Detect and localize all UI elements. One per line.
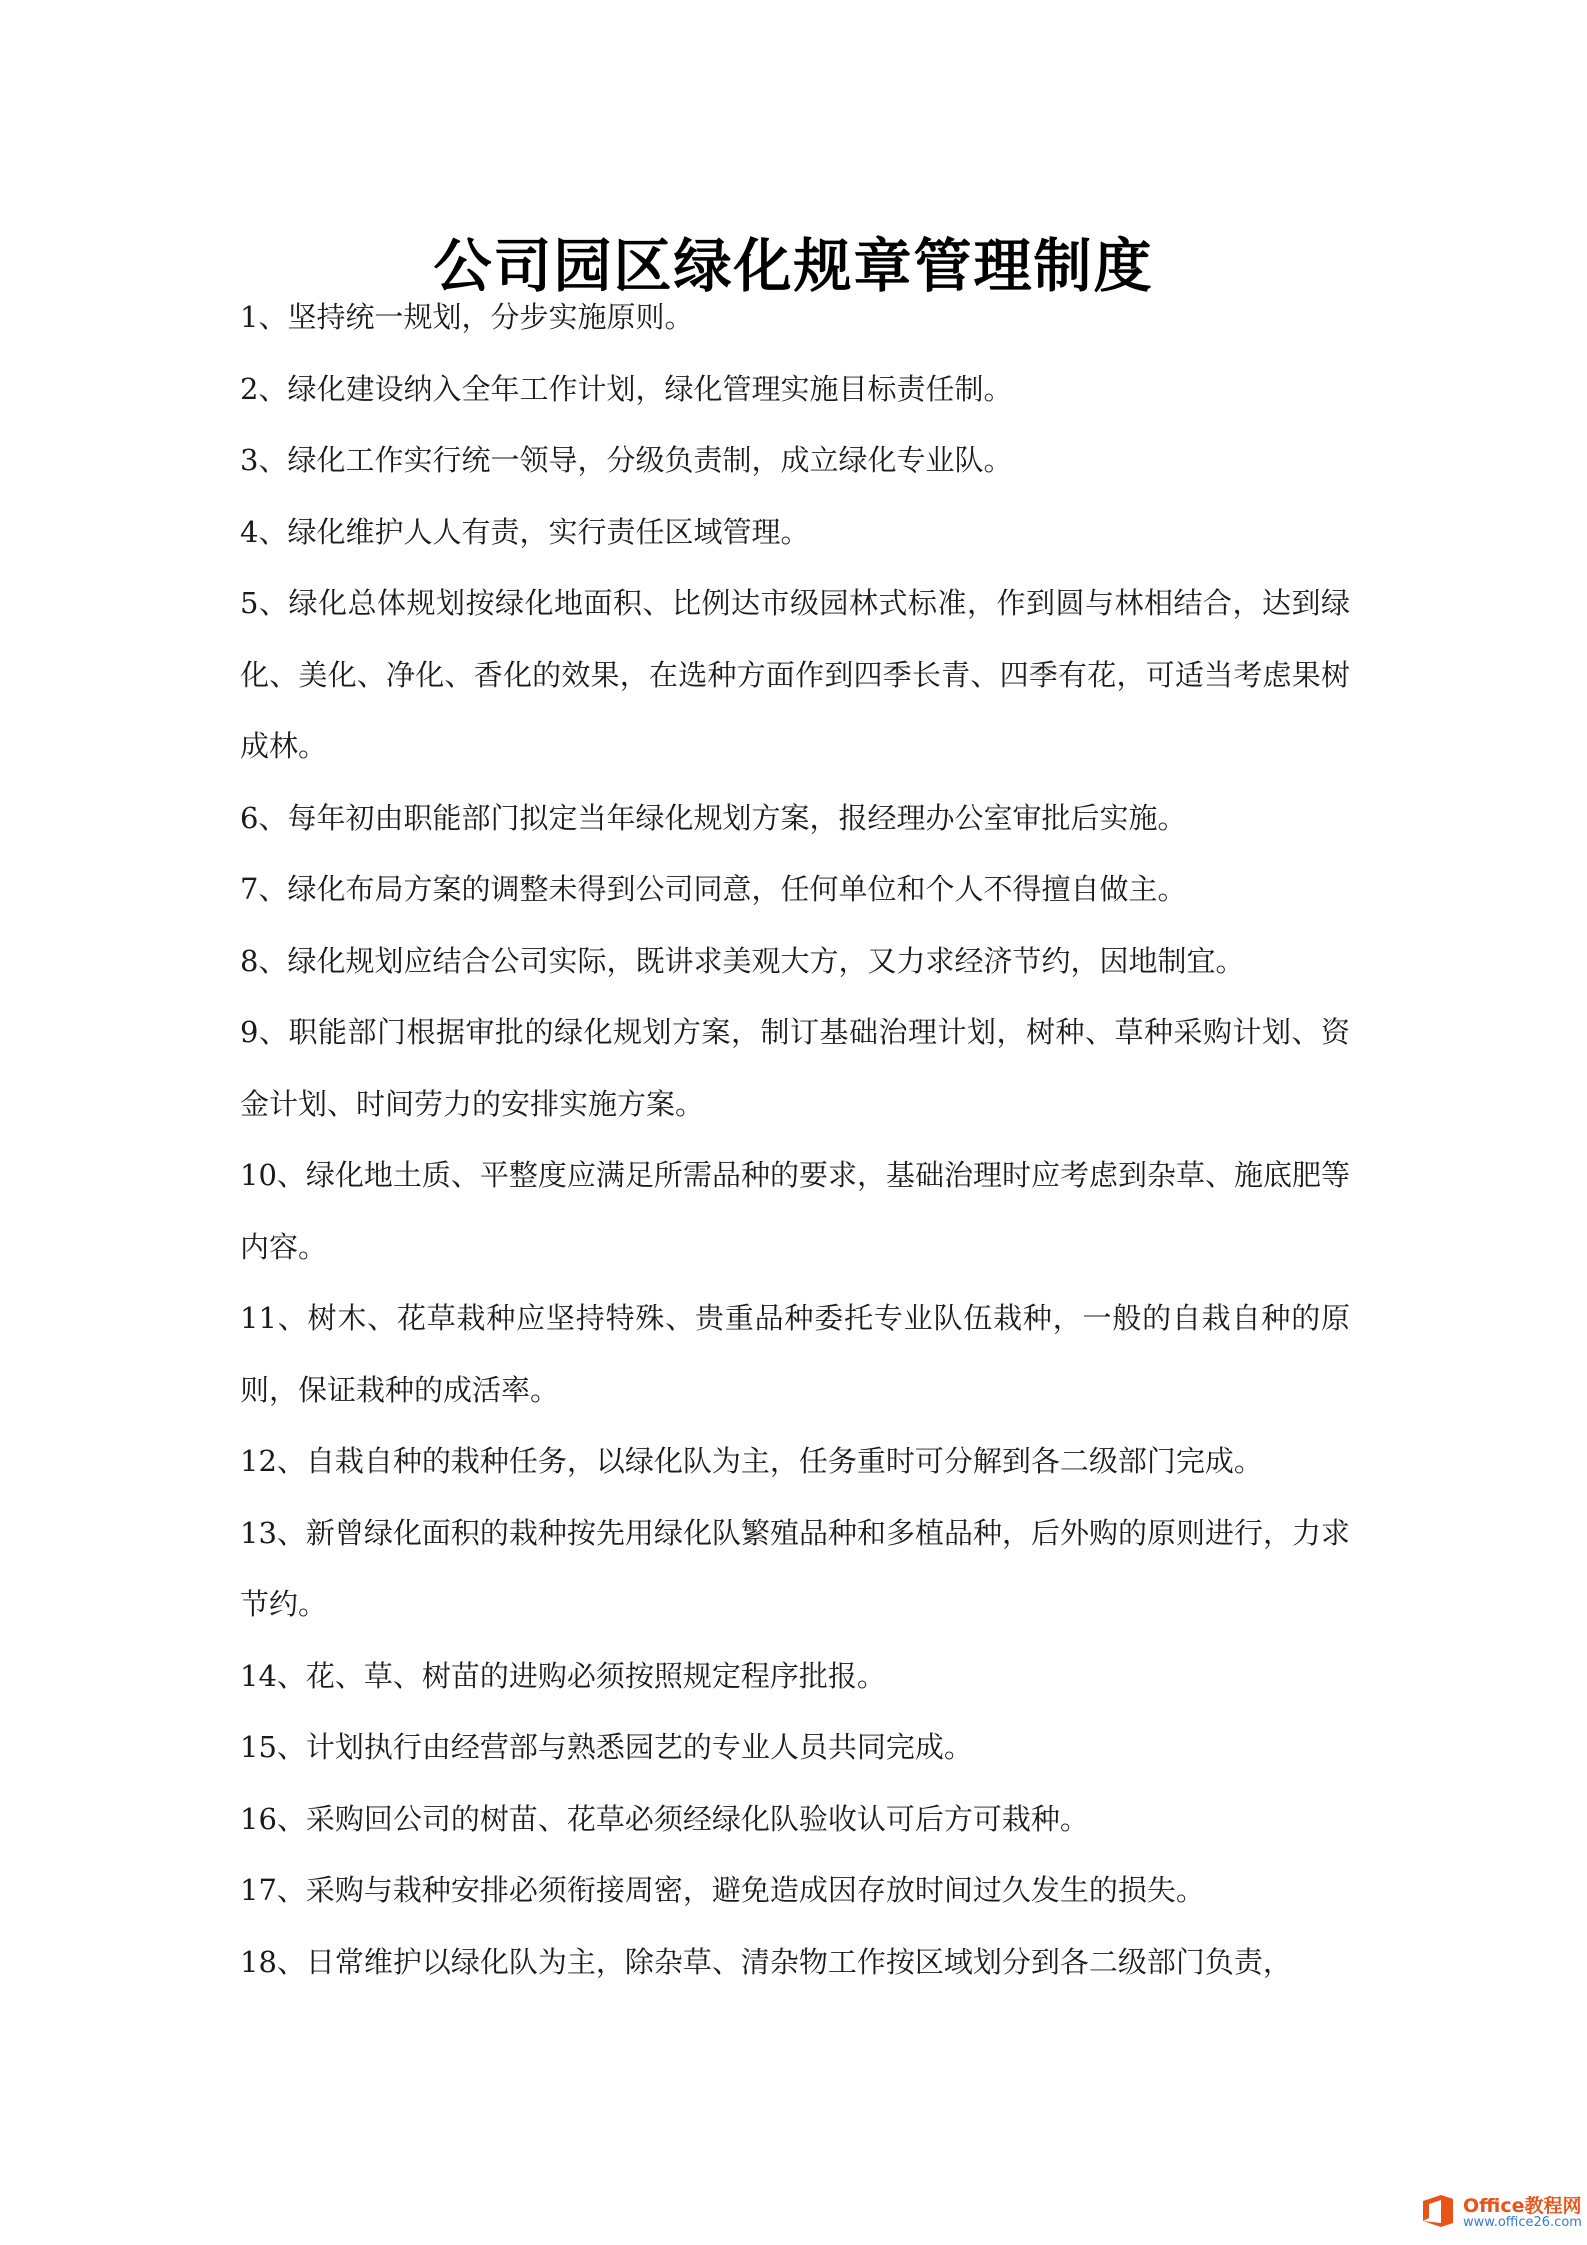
document-body — [240, 282, 1350, 1998]
clause-1: 1、坚持统一规划，分步实施原则。 — [240, 300, 694, 334]
clause-3: 3、绿化工作实行统一领导，分级负责制，成立绿化专业队。 — [240, 443, 1013, 477]
clause-9: 9、职能部门根据审批的绿化规划方案，制订基础治理计划，树种、草种采购计划、资金计划、时间劳力的安排实施方案。 — [240, 1015, 1350, 1121]
clause-13: 13、新曾绿化面积的栽种按先用绿化队繁殖品种和多植品种，后外购的原则进行，力求节约。 — [240, 1515, 1350, 1621]
document-title: 公司园区绿化规章管理制度 — [433, 231, 1154, 300]
clause-17: 17、采购与栽种安排必须衔接周密，避免造成因存放时间过久发生的损失。 — [240, 1873, 1205, 1907]
clause-8: 8、绿化规划应结合公司实际，既讲求美观大方，又力求经济节约，因地制宜。 — [240, 943, 1245, 978]
site-watermark — [1419, 2187, 1582, 2235]
clause-18: 18、日常维护以绿化队为主，除杂草、清杂物工作按区域划分到各二级部门负责， — [240, 1944, 1292, 1979]
clause-7: 7、绿化布局方案的调整未得到公司同意，任何单位和个人不得擅自做主。 — [240, 872, 1187, 906]
office-logo-icon — [1419, 2193, 1457, 2229]
watermark-name: Office教程网 — [1463, 2195, 1582, 2217]
clause-14: 14、花、草、树苗的进购必须按照规定程序批报。 — [240, 1658, 886, 1693]
clause-2: 2、绿化建设纳入全年工作计划，绿化管理实施目标责任制。 — [240, 371, 1013, 406]
clause-4: 4、绿化维护人人有责，实行责任区域管理。 — [240, 514, 810, 549]
clause-6: 6、每年初由职能部门拟定当年绿化规划方案，报经理办公室审批后实施。 — [240, 800, 1187, 835]
clause-15: 15、计划执行由经营部与熟悉园艺的专业人员共同完成。 — [240, 1730, 973, 1764]
clause-10: 10、绿化地土质、平整度应满足所需品种的要求，基础治理时应考虑到杂草、施底肥等内容。 — [240, 1158, 1350, 1264]
clause-5: 5、绿化总体规划按绿化地面积、比例达市级园林式标准，作到圆与林相结合，达到绿化、美化、净化、香化的效果，在选种方面作到四季长青、四季有花，可适当考虑果树成林。 — [240, 586, 1350, 763]
clause-16: 16、采购回公司的树苗、花草必须经绿化队验收认可后方可栽种。 — [240, 1801, 1089, 1836]
watermark-url: www.office26.com — [1463, 2215, 1582, 2230]
clause-11: 11、树木、花草栽种应坚持特殊、贵重品种委托专业队伍栽种，一般的自栽自种的原则，保证栽种的成活率。 — [240, 1301, 1350, 1407]
clause-12: 12、自栽自种的栽种任务，以绿化队为主，任务重时可分解到各二级部门完成。 — [240, 1444, 1263, 1478]
